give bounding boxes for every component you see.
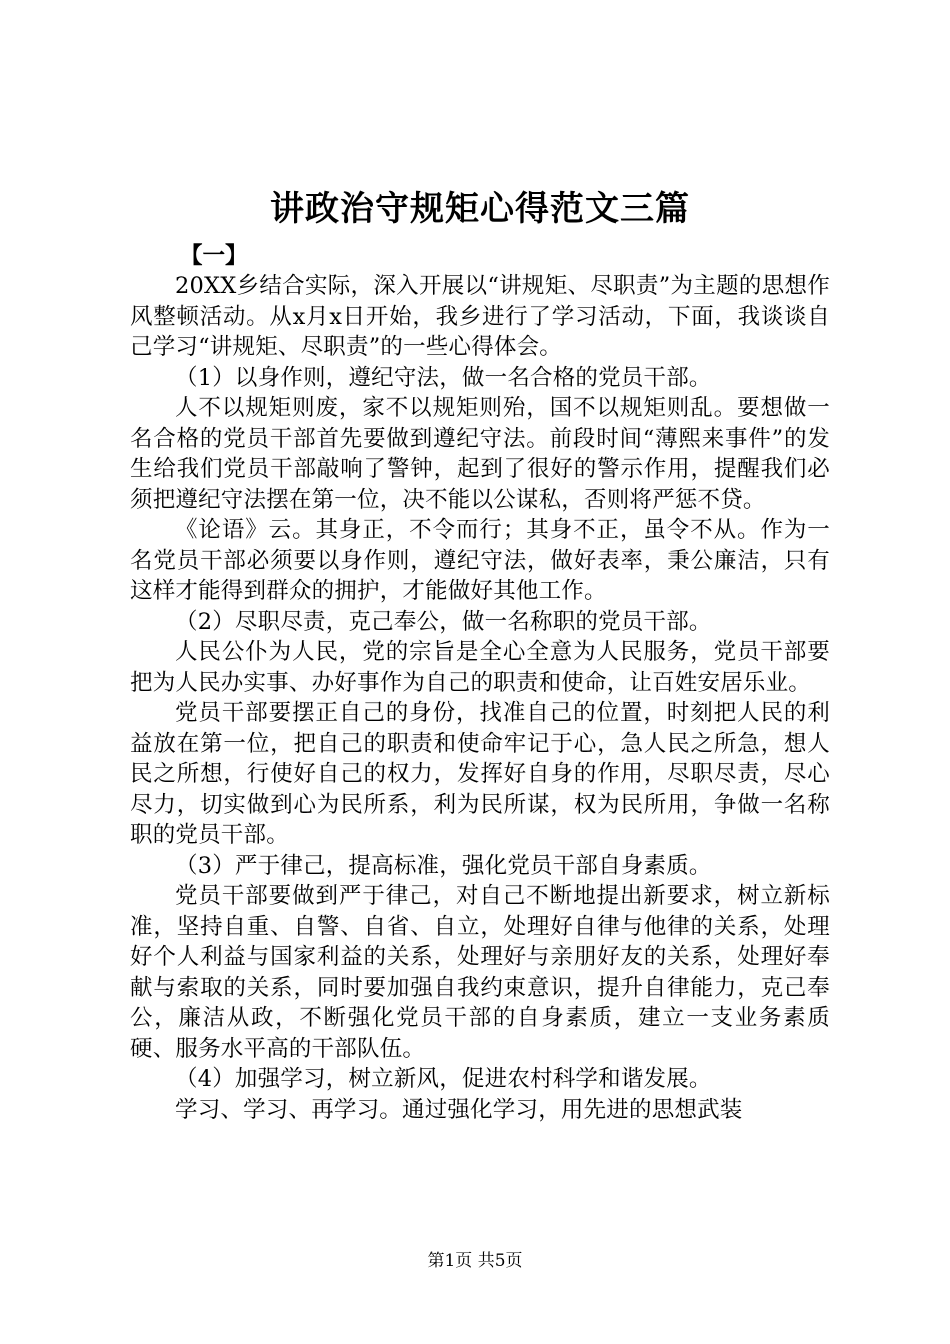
subheading: （2）尽职尽责，克己奉公，做一名称职的党员干部。 [175, 608, 712, 635]
paragraph: 党员干部要摆正自己的身份，找准自己的位置，时刻把人民的利益放在第一位，把自己的职责和使命牢记于心，急人民之所急，想人民之所想，行使好自己的权力，发挥好自身的作用，尽职尽责，尽心尽力，切实做到心为民所系，利为民所谋，权为民所用，争做一名称职的党员干部。 [130, 700, 830, 848]
page-footer: 第1页 共5页 [427, 1251, 523, 1271]
document-page [130, 185, 830, 1125]
document-title: 讲政治守规矩心得范文三篇 [270, 189, 690, 229]
paragraph: 20XX乡结合实际，深入开展以“讲规矩、尽职责”为主题的思想作风整顿活动。从x月x日开始，我乡进行了学习活动，下面，我谈谈自己学习“讲规矩、尽职责”的一些心得体会。 [130, 273, 830, 360]
subheading: （3）严于律己，提高标准，强化党员干部自身素质。 [175, 852, 712, 879]
paragraph: 党员干部要做到严于律己，对自己不断地提出新要求，树立新标准，坚持自重、自警、自省、自立，处理好自律与他律的关系，处理好个人利益与国家利益的关系，处理好与亲朋好友的关系，处理好奉献与索取的关系，同时要加强自我约束意识，提升自律能力，克己奉公，廉洁从政，不断强化党员干部的自身素质，建立一支业务素质硬、服务水平高的干部队伍。 [130, 883, 830, 1062]
subheading: （4）加强学习，树立新风，促进农村科学和谐发展。 [175, 1066, 712, 1092]
paragraph: 《论语》云。其身正，不令而行；其身不正，虽令不从。作为一名党员干部必须要以身作则，遵纪守法，做好表率，秉公廉洁，只有这样才能得到群众的拥护，才能做好其他工作。 [130, 517, 830, 604]
paragraph: 人民公仆为人民，党的宗旨是全心全意为人民服务，党员干部要把为人民办实事、办好事作为自己的职责和使命，让百姓安居乐业。 [130, 639, 830, 696]
section-label: 【一】 [180, 243, 248, 269]
paragraph: 学习、学习、再学习。通过强化学习，用先进的思想武装 [175, 1096, 743, 1123]
subheading: （1）以身作则，遵纪守法，做一名合格的党员干部。 [175, 364, 712, 391]
paragraph: 人不以规矩则废，家不以规矩则殆，国不以规矩则乱。要想做一名合格的党员干部首先要做到遵纪守法。前段时间“薄熙来事件”的发生给我们党员干部敲响了警钟，起到了很好的警示作用，提醒我们必须把遵纪守法摆在第一位，决不能以公谋私，否则将严惩不贷。 [130, 395, 830, 513]
